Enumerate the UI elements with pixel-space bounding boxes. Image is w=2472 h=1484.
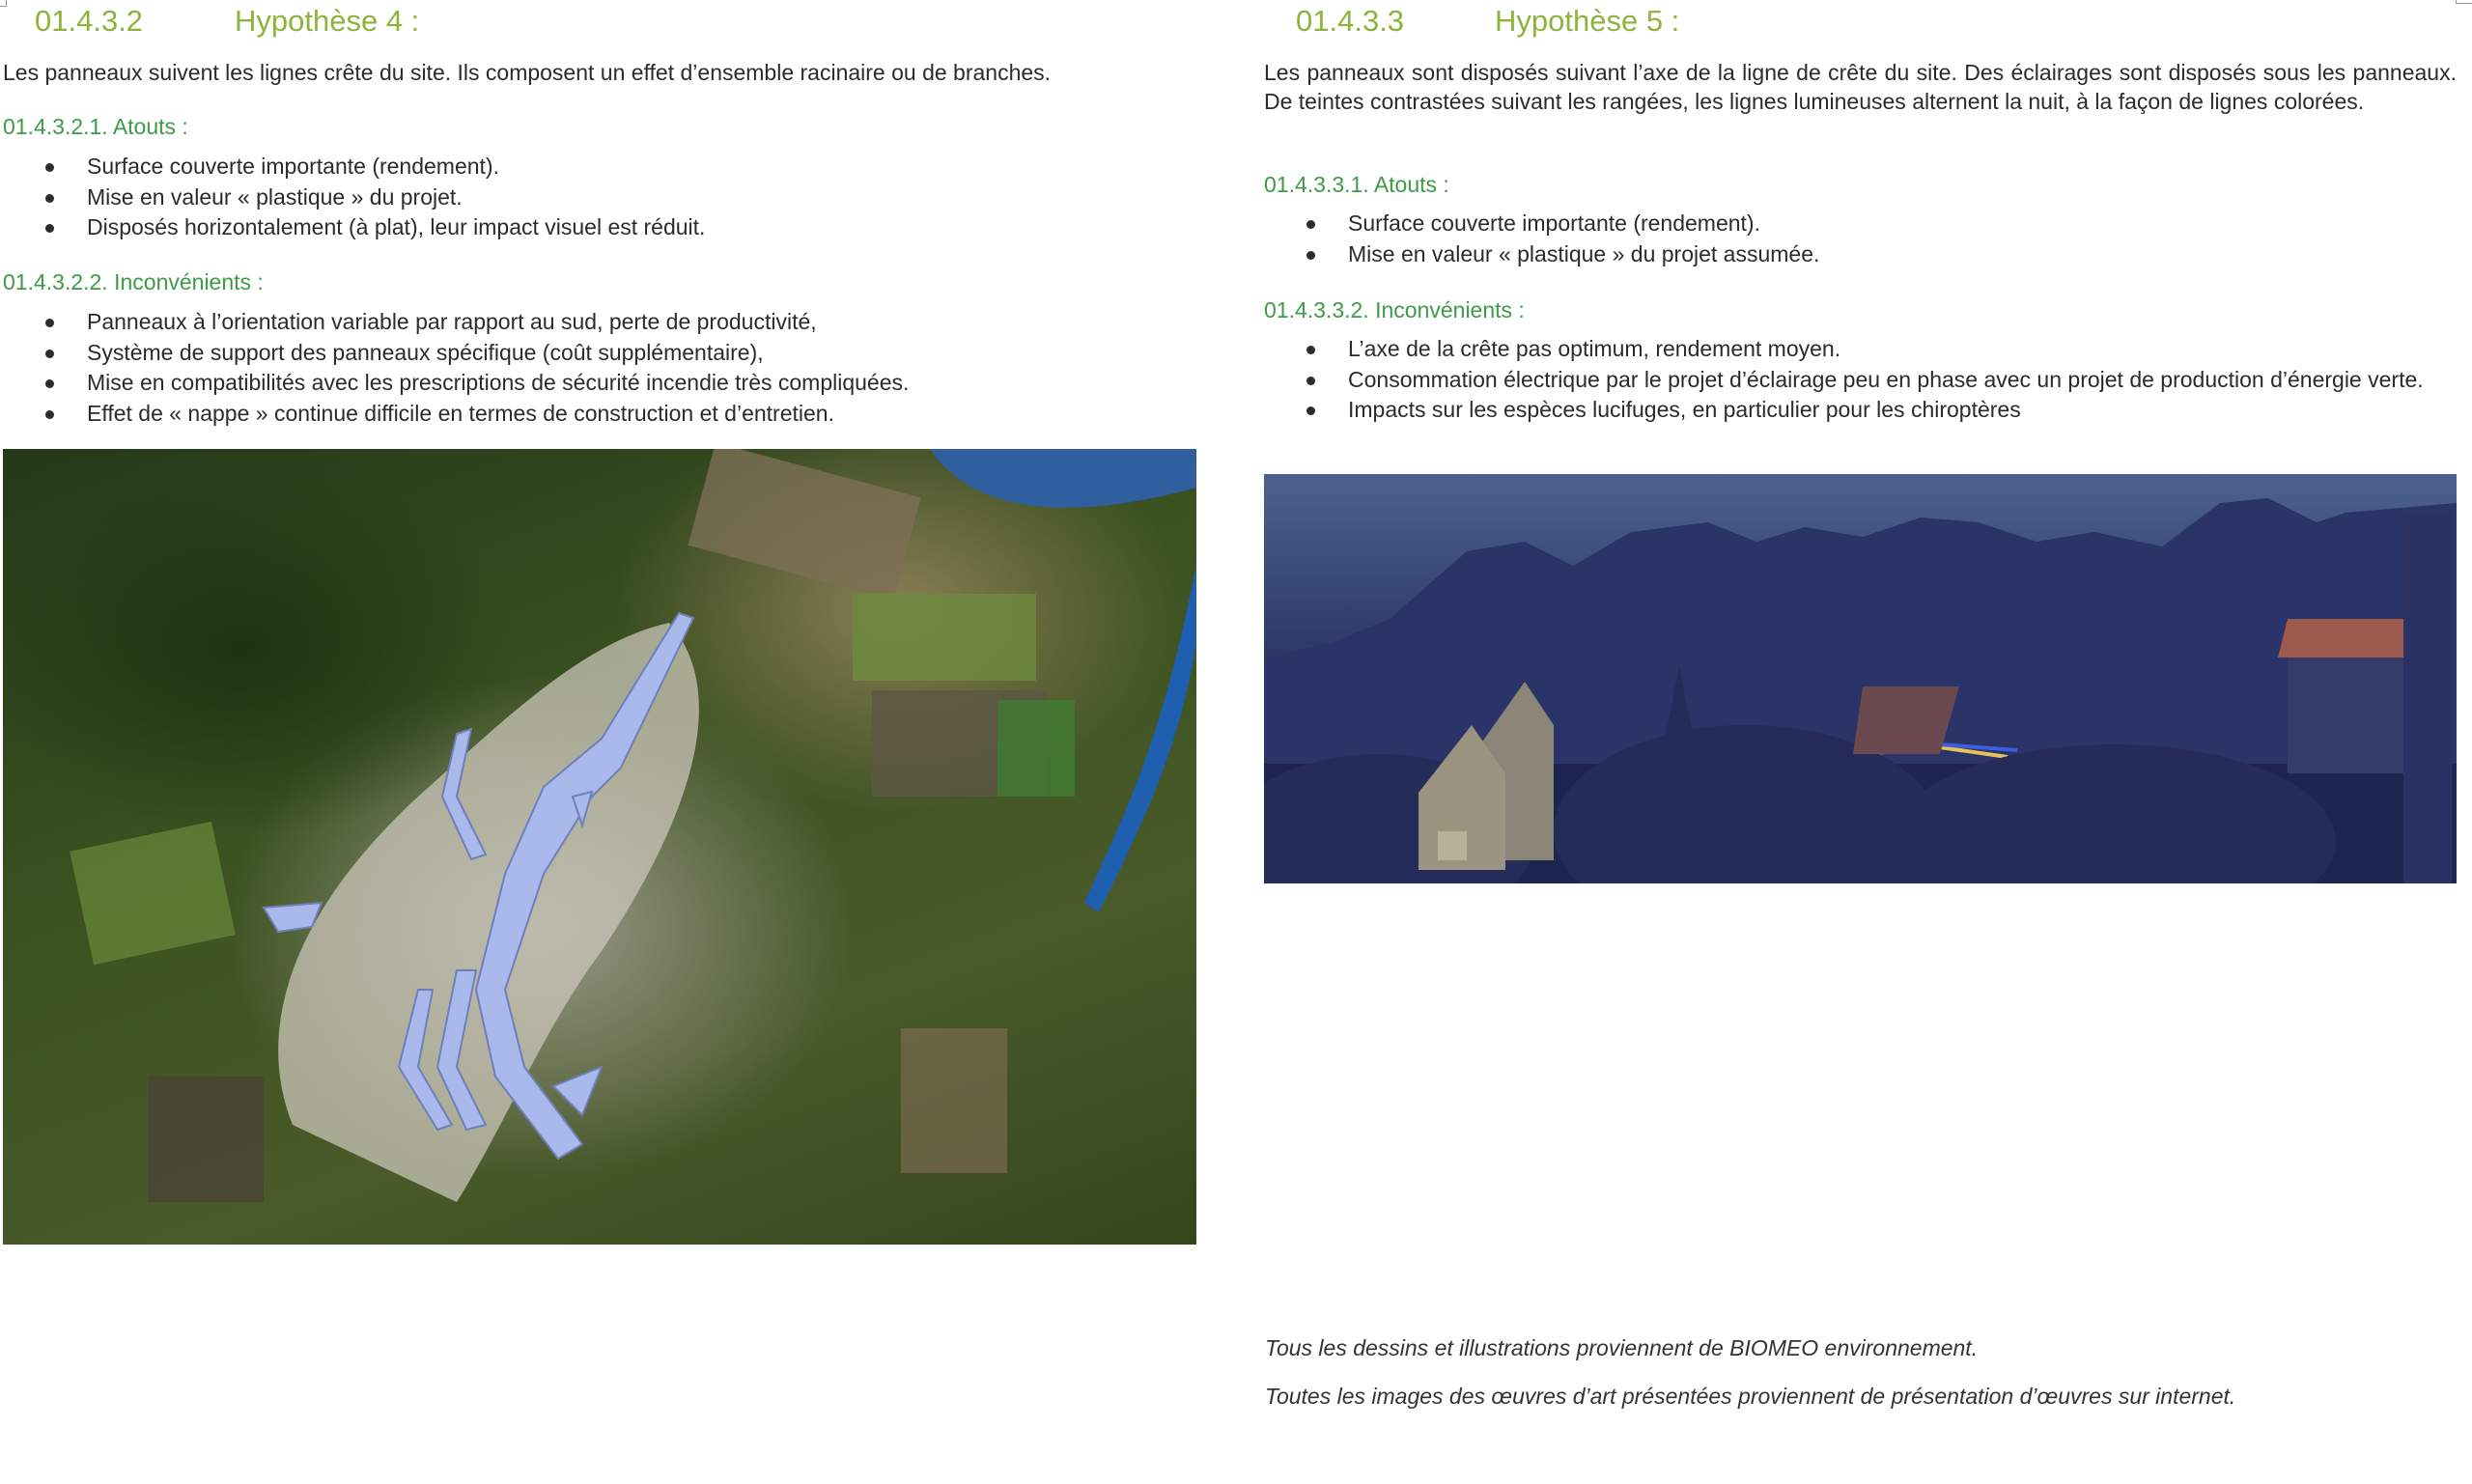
atouts-list xyxy=(1264,209,2457,269)
section-title: Hypothèse 4 : xyxy=(235,4,420,38)
list-item: Mise en compatibilités avec les prescriptions de sécurité incendie très compliquées. xyxy=(3,368,1197,399)
field xyxy=(901,1028,1007,1173)
bullet-icon xyxy=(45,319,54,327)
bullet-icon xyxy=(1306,377,1315,385)
list-item: Surface couverte importante (rendement). xyxy=(1264,209,2457,239)
footer-credit-drawings: Tous les dessins et illustrations proviennent de BIOMEO environnement. xyxy=(1265,1335,1979,1360)
field xyxy=(997,700,1075,797)
subheading-inconvenients: 01.4.3.2.2. Inconvénients : xyxy=(3,269,264,294)
list-item: Impacts sur les espèces lucifuges, en particulier pour les chiroptères xyxy=(1264,395,2457,426)
section-number: 01.4.3.3 xyxy=(1296,4,1405,38)
field xyxy=(148,1077,264,1202)
footer-credit-images: Toutes les images des œuvres d’art présentées proviennent de présentation d’œuvres sur internet. xyxy=(1265,1384,2236,1409)
field xyxy=(688,449,921,601)
bullet-icon xyxy=(1306,406,1315,415)
night-photo xyxy=(1264,474,2457,883)
night-illustration xyxy=(1264,474,2457,883)
bullet-icon xyxy=(1306,220,1315,229)
river xyxy=(930,449,1196,508)
list-item: Surface couverte importante (rendement). xyxy=(3,152,1197,182)
list-item: Système de support des panneaux spécifique (coût supplémentaire), xyxy=(3,338,1197,369)
bullet-icon xyxy=(45,224,54,233)
field xyxy=(70,822,236,966)
subheading-inconvenients: 01.4.3.3.2. Inconvénients : xyxy=(1264,297,1525,322)
field xyxy=(853,594,1036,681)
crop-mark-top-right xyxy=(2456,0,2472,4)
subheading-atouts: 01.4.3.2.1. Atouts : xyxy=(3,114,188,139)
list-item: Effet de « nappe » continue difficile en termes de construction et d’entretien. xyxy=(3,399,1197,430)
bullet-icon xyxy=(45,194,54,203)
inconvenients-list xyxy=(1264,334,2457,426)
atouts-list xyxy=(3,152,1197,243)
list-item: Panneaux à l’orientation variable par rapport au sud, perte de productivité, xyxy=(3,307,1197,338)
list-item: Mise en valeur « plastique » du projet assumée. xyxy=(1264,239,2457,270)
bullet-icon xyxy=(1306,251,1315,260)
section-title: Hypothèse 5 : xyxy=(1495,4,1680,38)
section-number: 01.4.3.2 xyxy=(35,4,144,38)
list-item: Consommation électrique par le projet d’éclairage peu en phase avec un projet de production d’énergie verte. xyxy=(1264,365,2457,396)
bullet-icon xyxy=(1306,346,1315,354)
list-item: L’axe de la crête pas optimum, rendement moyen. xyxy=(1264,334,2457,365)
inconvenients-list xyxy=(3,307,1197,429)
intro-paragraph: Les panneaux sont disposés suivant l’axe de la ligne de crête du site. Des éclairages sont disposés sous les panneaux. De teintes contrastées suivant les rangées, les lignes lumineuses alternent la nuit, à la façon de lignes colorées. xyxy=(1264,60,2457,114)
subheading-atouts: 01.4.3.3.1. Atouts : xyxy=(1264,172,1449,197)
crop-mark-top-left xyxy=(0,0,7,7)
bullet-icon xyxy=(45,410,54,419)
intro-paragraph: Les panneaux suivent les lignes crête du site. Ils composent un effet d’ensemble racinaire ou de branches. xyxy=(3,60,1052,85)
bullet-icon xyxy=(45,163,54,172)
canal xyxy=(1084,565,1196,912)
bullet-icon xyxy=(45,379,54,388)
list-item: Mise en valeur « plastique » du projet. xyxy=(3,182,1197,213)
list-item: Disposés horizontalement (à plat), leur impact visuel est réduit. xyxy=(3,212,1197,243)
aerial-photo xyxy=(3,449,1196,1245)
panel-branch xyxy=(553,1067,602,1115)
bullet-icon xyxy=(45,350,54,358)
aerial-illustration xyxy=(3,449,1196,1245)
